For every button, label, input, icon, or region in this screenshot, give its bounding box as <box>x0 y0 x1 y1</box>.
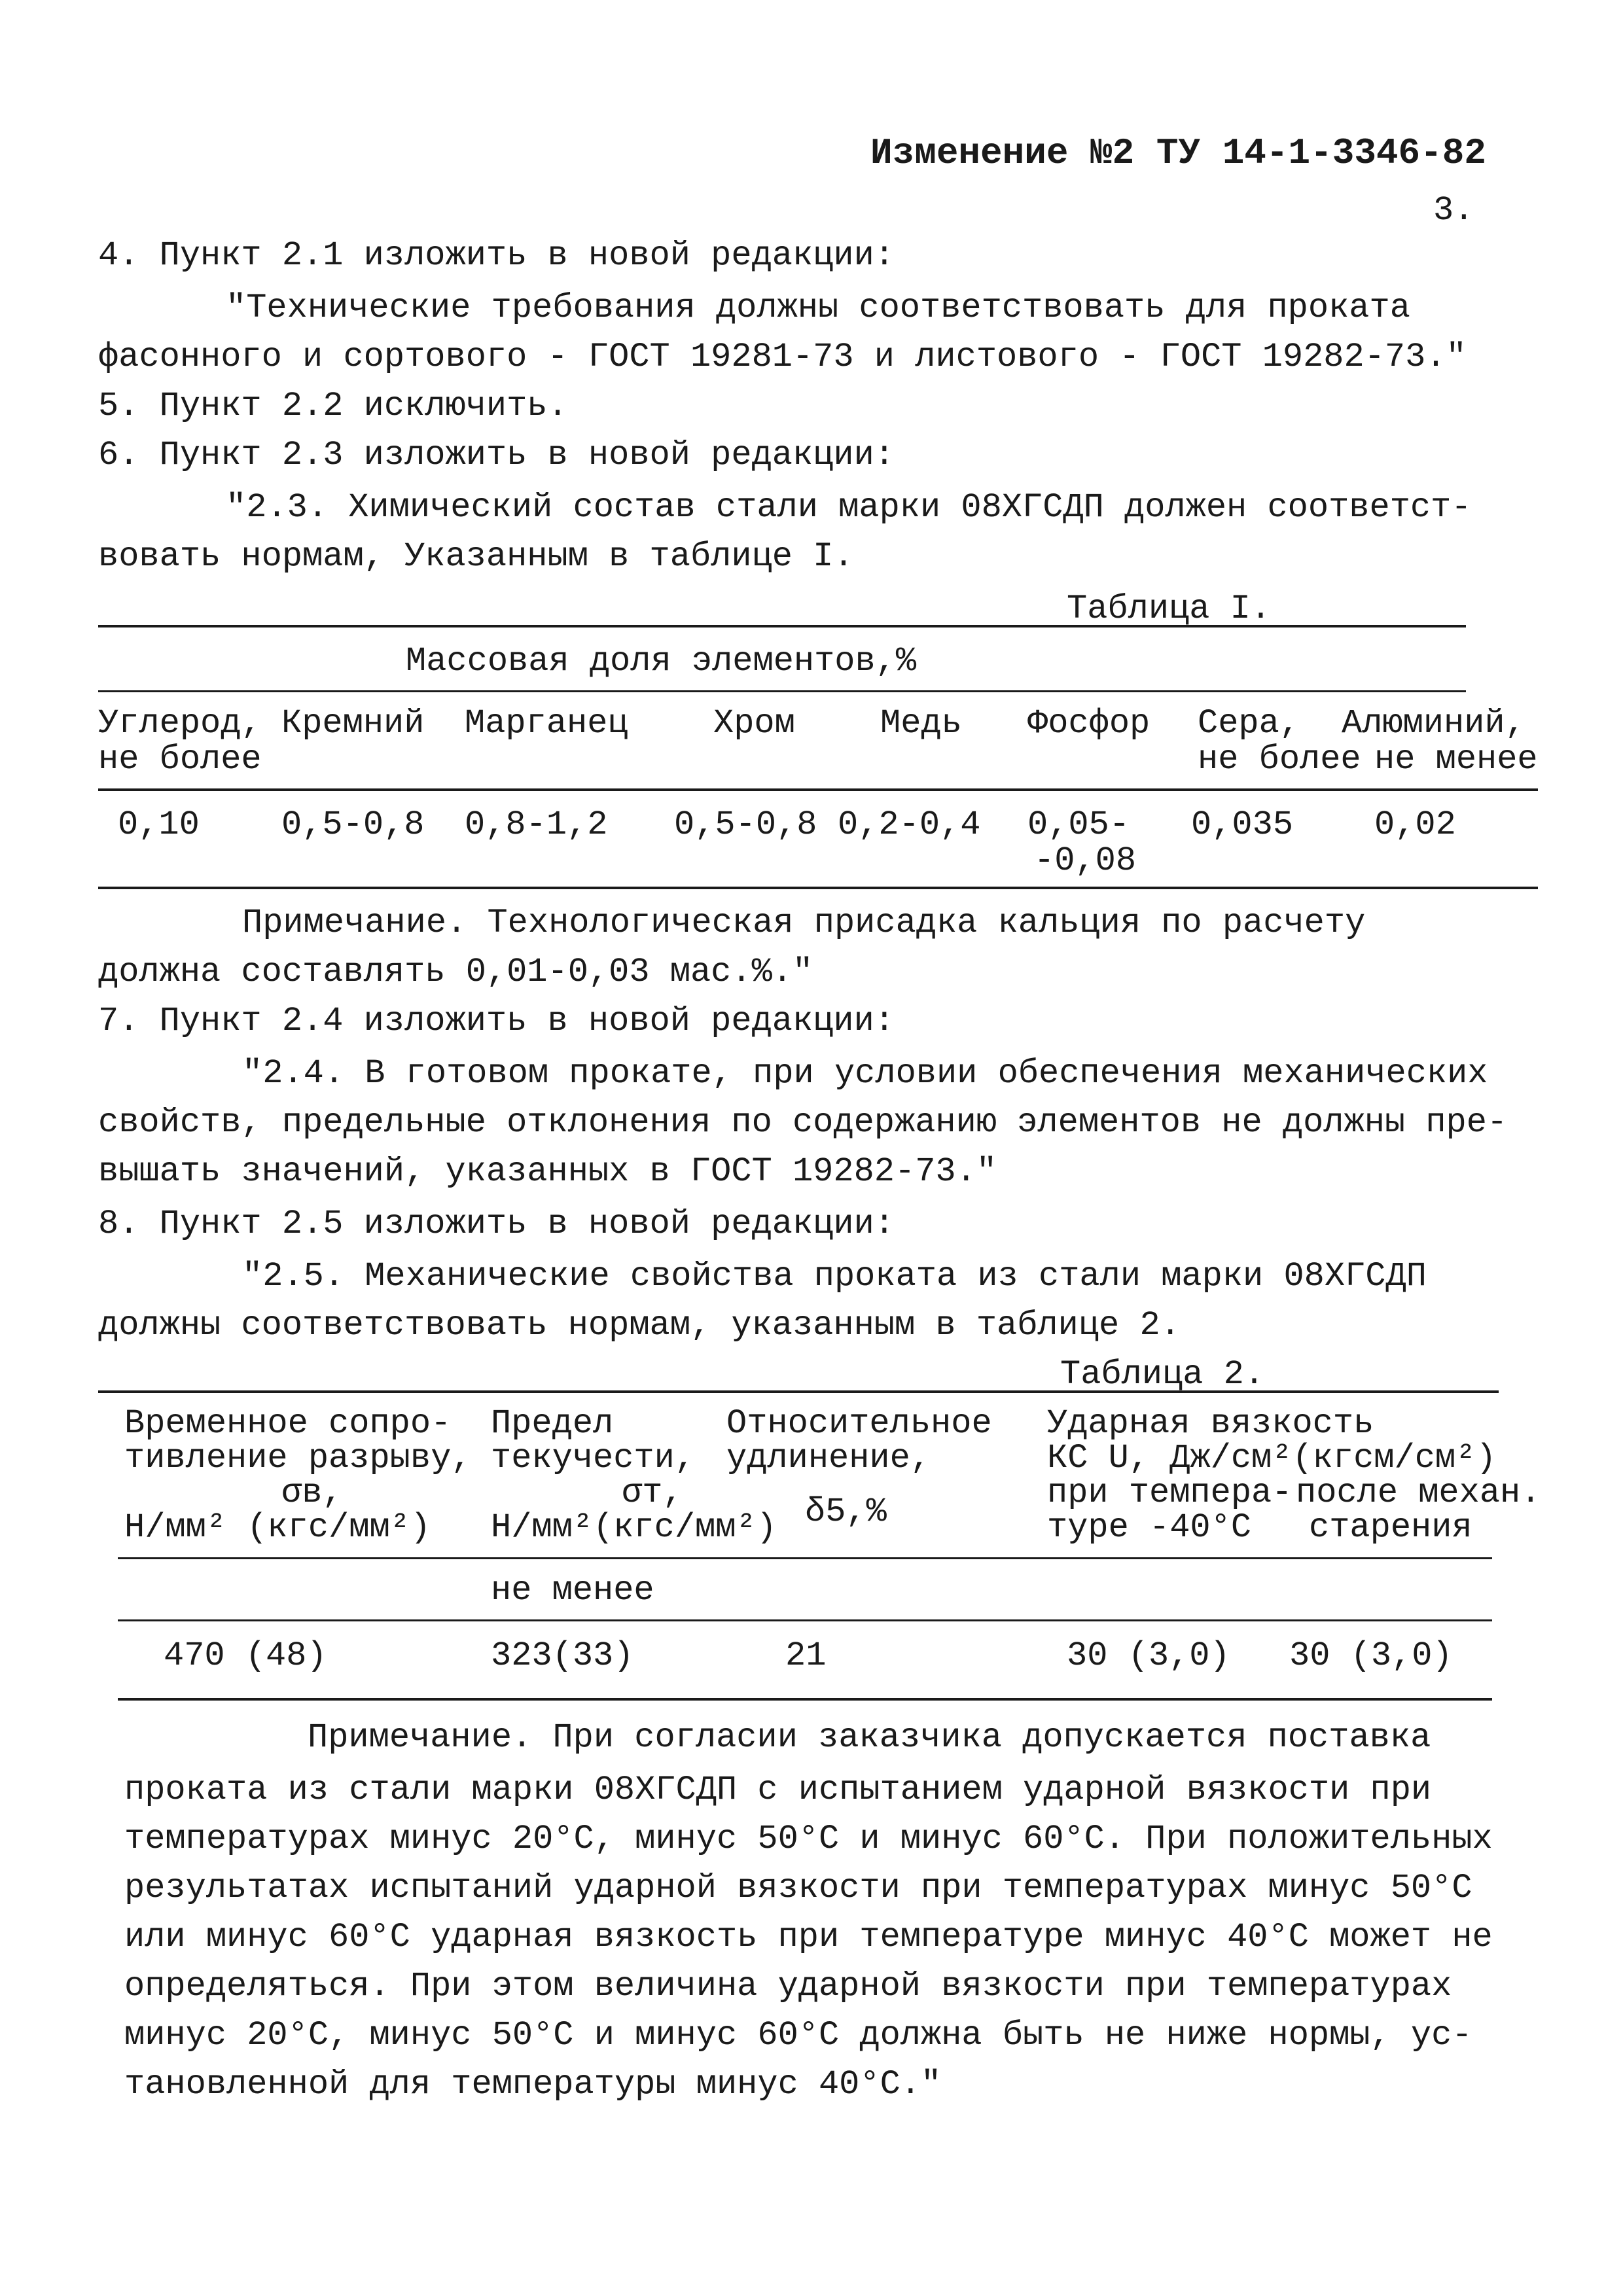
table-1-cell: 0,5-0,8 <box>674 805 817 844</box>
table-1-cell: -0,08 <box>1034 841 1137 880</box>
table-1-cell: 0,5-0,8 <box>281 805 425 844</box>
item-7-title: 7. Пункт 2.4 изложить в новой редакции: <box>98 1002 895 1040</box>
table-1-col-header: не более <box>1198 740 1361 779</box>
table-2-col-header: δ5,% <box>805 1492 887 1531</box>
table-2-bottom-rule <box>118 1698 1492 1701</box>
item-7-text-line: вышать значений, указанных в ГОСТ 19282-73." <box>98 1152 997 1191</box>
table-2-cell: 30 (3,0) <box>1067 1636 1230 1675</box>
table-1-col-header: Алюминий, <box>1342 704 1525 743</box>
document-title: Изменение №2 ТУ 14-1-3346-82 <box>870 132 1486 174</box>
table-2-col-header: текучести, <box>491 1439 696 1477</box>
table-2-cell: 470 (48) <box>164 1636 327 1675</box>
table-2-note-line: минус 20°С, минус 50°С и минус 60°С должна быть не ниже нормы, ус- <box>124 2016 1472 2055</box>
table-2-note-line: определяться. При этом величина ударной вязкости при температурах <box>124 1967 1452 2005</box>
table-1-header-rule <box>98 690 1466 692</box>
table-2-col-header: удлинение, <box>726 1439 931 1477</box>
table-2-col-header: σт, <box>622 1474 683 1512</box>
table-2-col-header: Относительное <box>726 1404 992 1443</box>
table-1-bottom-rule <box>98 887 1538 889</box>
table-1-cell: 0,10 <box>118 805 200 844</box>
table-1-col-header: Хром <box>713 704 795 743</box>
table-2-col-header: КС U, Дж/см²(кгсм/см²) <box>1047 1439 1497 1477</box>
item-6-text-line: вовать нормам, Указанным в таблице I. <box>98 537 854 576</box>
table-2-col-header: Предел <box>491 1404 614 1443</box>
table-1-cell: 0,035 <box>1191 805 1294 844</box>
table-1-col-header: Марганец <box>465 704 628 743</box>
table-2-col-header: Н/мм²(кгс/мм²) <box>491 1508 777 1547</box>
table-2-col-header: туре -40°С <box>1047 1508 1252 1547</box>
table-1-top-rule <box>98 625 1466 627</box>
table-2-top-rule <box>98 1390 1499 1393</box>
table-2-caption: Таблица 2. <box>1060 1355 1265 1394</box>
table-2-cell: 21 <box>785 1636 827 1675</box>
table-1-cell: 0,2-0,4 <box>838 805 981 844</box>
table-2-col-header: после механ. <box>1296 1474 1541 1512</box>
table-1-col-header: не менее <box>1374 740 1538 779</box>
item-8-title: 8. Пункт 2.5 изложить в новой редакции: <box>98 1205 895 1243</box>
table-1-col-header: Медь <box>880 704 962 743</box>
item-7-text-line: свойств, предельные отклонения по содержанию элементов не должны пре- <box>98 1103 1508 1142</box>
table-2-subheader: не менее <box>491 1571 654 1610</box>
table-2-col-header: Временное сопро- <box>124 1404 452 1443</box>
table-1-caption: Таблица I. <box>1067 590 1272 628</box>
table-1-col-header: Сера, <box>1198 704 1300 743</box>
table-2-note-line: проката из стали марки 08ХГСДП с испытанием ударной вязкости при <box>124 1771 1432 1809</box>
table-1-note-line: Примечание. Технологическая присадка кальция по расчету <box>242 904 1366 942</box>
page-number: 3. <box>1433 191 1474 230</box>
table-2-note-line: температурах минус 20°С, минус 50°С и минус 60°С. При положительных <box>124 1820 1493 1858</box>
table-2-col-header: Н/мм² (кгс/мм²) <box>124 1508 431 1547</box>
item-8-text-line: должны соответствовать нормам, указанным в таблице 2. <box>98 1306 1181 1345</box>
table-1-cell: 0,05- <box>1027 805 1130 844</box>
item-6-title: 6. Пункт 2.3 изложить в новой редакции: <box>98 436 895 474</box>
table-1-col-header: Фосфор <box>1027 704 1150 743</box>
table-1-cell: 0,02 <box>1374 805 1456 844</box>
table-2-cell: 323(33) <box>491 1636 634 1675</box>
table-2-col-header: Ударная вязкость <box>1047 1404 1374 1443</box>
item-4-title: 4. Пункт 2.1 изложить в новой редакции: <box>98 236 895 275</box>
item-5: 5. Пункт 2.2 исключить. <box>98 387 568 425</box>
table-2-subheader-rule <box>118 1619 1492 1621</box>
table-1-col-header: Углерод, <box>98 704 262 743</box>
table-2-note-line: или минус 60°С ударная вязкость при температуре минус 40°С может не <box>124 1918 1493 1956</box>
table-1-note-line: должна составлять 0,01-0,03 мас.%." <box>98 953 813 991</box>
table-1-col-header: Кремний <box>281 704 425 743</box>
item-8-text-line: "2.5. Механические свойства проката из стали марки 08ХГСДП <box>242 1257 1427 1296</box>
item-6-text-line: "2.3. Химический состав стали марки 08ХГСДП должен соответст- <box>226 488 1472 527</box>
table-1-values-rule <box>98 788 1538 791</box>
item-4-text-line: "Технические требования должны соответствовать для проката <box>226 289 1410 327</box>
table-2-header-rule <box>118 1557 1492 1559</box>
table-2-note-line: Примечание. При согласии заказчика допускается поставка <box>308 1718 1431 1757</box>
item-7-text-line: "2.4. В готовом прокате, при условии обеспечения механических <box>242 1054 1488 1093</box>
table-1-cell: 0,8-1,2 <box>465 805 608 844</box>
table-2-col-header: тивление разрыву, <box>124 1439 472 1477</box>
table-1-group-header: Массовая доля элементов,% <box>406 642 917 680</box>
table-2-note-line: тановленной для температуры минус 40°С." <box>124 2065 942 2104</box>
table-1-col-header: не более <box>98 740 262 779</box>
table-2-cell: 30 (3,0) <box>1289 1636 1453 1675</box>
table-2-col-header: σв, <box>281 1474 343 1512</box>
item-4-text-line: фасонного и сортового - ГОСТ 19281-73 и листового - ГОСТ 19282-73." <box>98 338 1467 376</box>
table-2-col-header: при темпера- <box>1047 1474 1293 1512</box>
table-2-note-line: результатах испытаний ударной вязкости при температурах минус 50°С <box>124 1869 1472 1907</box>
table-2-col-header: старения <box>1309 1508 1472 1547</box>
